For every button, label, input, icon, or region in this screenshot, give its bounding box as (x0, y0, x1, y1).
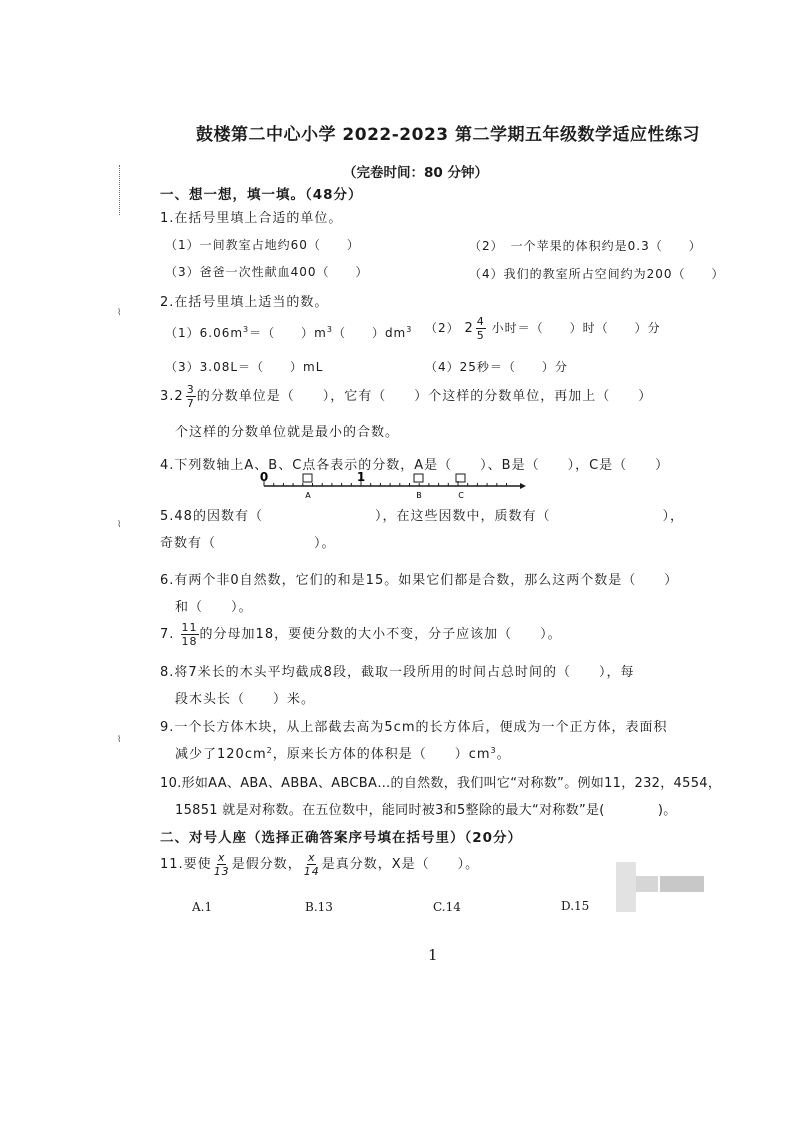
margin-mark: ⌇ (117, 520, 122, 530)
page-title: 鼓楼第二中心小学 2022-2023 第二学期五年级数学适应性练习 (196, 125, 701, 145)
mixed-number: 2 $\frac{3}{7}$ (174, 383, 195, 410)
question-2-item-1: $(1)6.06m^3=$（ ）$m^3$（ ）$dm^3$ (165, 325, 413, 340)
question-7: 7. $\frac{11}{18}$ 的分母加18，要使分数的大小不变，分子应该加（ ）。 (160, 621, 562, 648)
question-5-line-2: 奇数有（ ）。 (160, 536, 336, 551)
option-b: B.13 (305, 900, 333, 914)
question-6-line-1: 6.有两个非0自然数，它们的和是15。如果它们都是合数，那么这两个数是（ ） (160, 573, 679, 588)
section-heading: 二、对号人座（选择正确答案序号填在括号里）（20分） (160, 830, 523, 846)
axis-label-1: 1 (356, 470, 366, 484)
point-b-box (414, 474, 423, 482)
margin-mark: ⌇ (117, 308, 122, 318)
question-3-line-2: 个这样的分数单位就是最小的合数。 (175, 425, 400, 440)
question-9-line-1: 9.一个长方体木块，从上部截去高为5cm的长方体后，便成为一个正方体，表面积 (160, 720, 668, 735)
question-4-stem: 4.下列数轴上A、B、C点各表示的分数，A是（ ）、B是（ ），C是（ ） (160, 458, 670, 473)
question-8-line-1: 8.将7米长的木头平均截成8段，截取一段所用的时间占总时间的（ ），每 (160, 665, 635, 680)
question-11: 11.要使 $\frac{x}{13}$ 是假分数， $\frac{x}{14}$ 是真分数，X是（ ）。 (160, 851, 480, 878)
question-10-line-2: 15851 就是对称数。在五位数中，能同时被3和5整除的最大“对称数”是( )。 (175, 803, 677, 818)
blurred-watermark (636, 876, 658, 892)
page-number: 1 (428, 946, 438, 964)
option-d: D.15 (561, 899, 590, 913)
point-c-box (456, 474, 465, 482)
point-a-box (303, 474, 312, 482)
number-line (258, 470, 528, 502)
question-3-line-1: 3. 2 $\frac{3}{7}$ 的分数单位是（ ），它有（ ）个这样的分数单位，再加上（ ） (160, 383, 653, 410)
blurred-watermark (660, 876, 704, 892)
question-8-line-2: 段木头长（ ）米。 (175, 692, 316, 707)
point-label-b: B (416, 491, 422, 500)
axis-label-0: 0 (259, 470, 269, 484)
margin-dotted-line (119, 165, 121, 215)
question-2-item-3: （3）3.08L＝（ ）mL (165, 360, 324, 374)
point-label-c: C (458, 491, 464, 500)
option-c: C.14 (433, 900, 461, 914)
question-2-stem: 2.在括号里填上适当的数。 (160, 295, 329, 310)
section-heading: 一、想一想，填一填。（48分） (160, 187, 363, 203)
question-9-line-2: 减少了$120cm^2$，原来长方体的体积是（ ）$cm^3$。 (175, 746, 511, 762)
question-2-item-4: （4）25秒＝（ ）分 (425, 360, 568, 374)
margin-mark: ⌇ (117, 735, 122, 745)
question-1-stem: 1.在括号里填上合适的单位。 (160, 211, 343, 226)
point-label-a: A (305, 491, 311, 500)
question-1-item-1: （1）一间教室占地约60（ ） (165, 238, 360, 252)
question-6-line-2: 和（ ）。 (175, 600, 253, 615)
page-subtitle: （完卷时间：80 分钟） (343, 165, 488, 181)
question-5-line-1: 5.48的因数有（ ），在这些因数中，质数有（ ）， (160, 509, 684, 524)
mixed-number: 2 $\frac{4}{5}$ (464, 315, 485, 342)
question-2-item-2: （2） 2 $\frac{4}{5}$ 小时＝（ ）时（ ）分 (425, 315, 661, 342)
question-1-item-3: （3）爸爸一次性献血400（ ） (165, 265, 369, 279)
blurred-watermark (616, 862, 636, 912)
question-1-item-2: （2） 一个苹果的体积约是0.3（ ） (469, 239, 702, 253)
question-1-item-4: （4）我们的教室所占空间约为200（ ） (469, 267, 725, 281)
question-10-line-1: 10.形如AA、ABA、ABBA、ABCBA…的自然数，我们叫它“对称数”。例如11，232，4554， (160, 776, 722, 791)
option-a: A.1 (192, 900, 213, 914)
